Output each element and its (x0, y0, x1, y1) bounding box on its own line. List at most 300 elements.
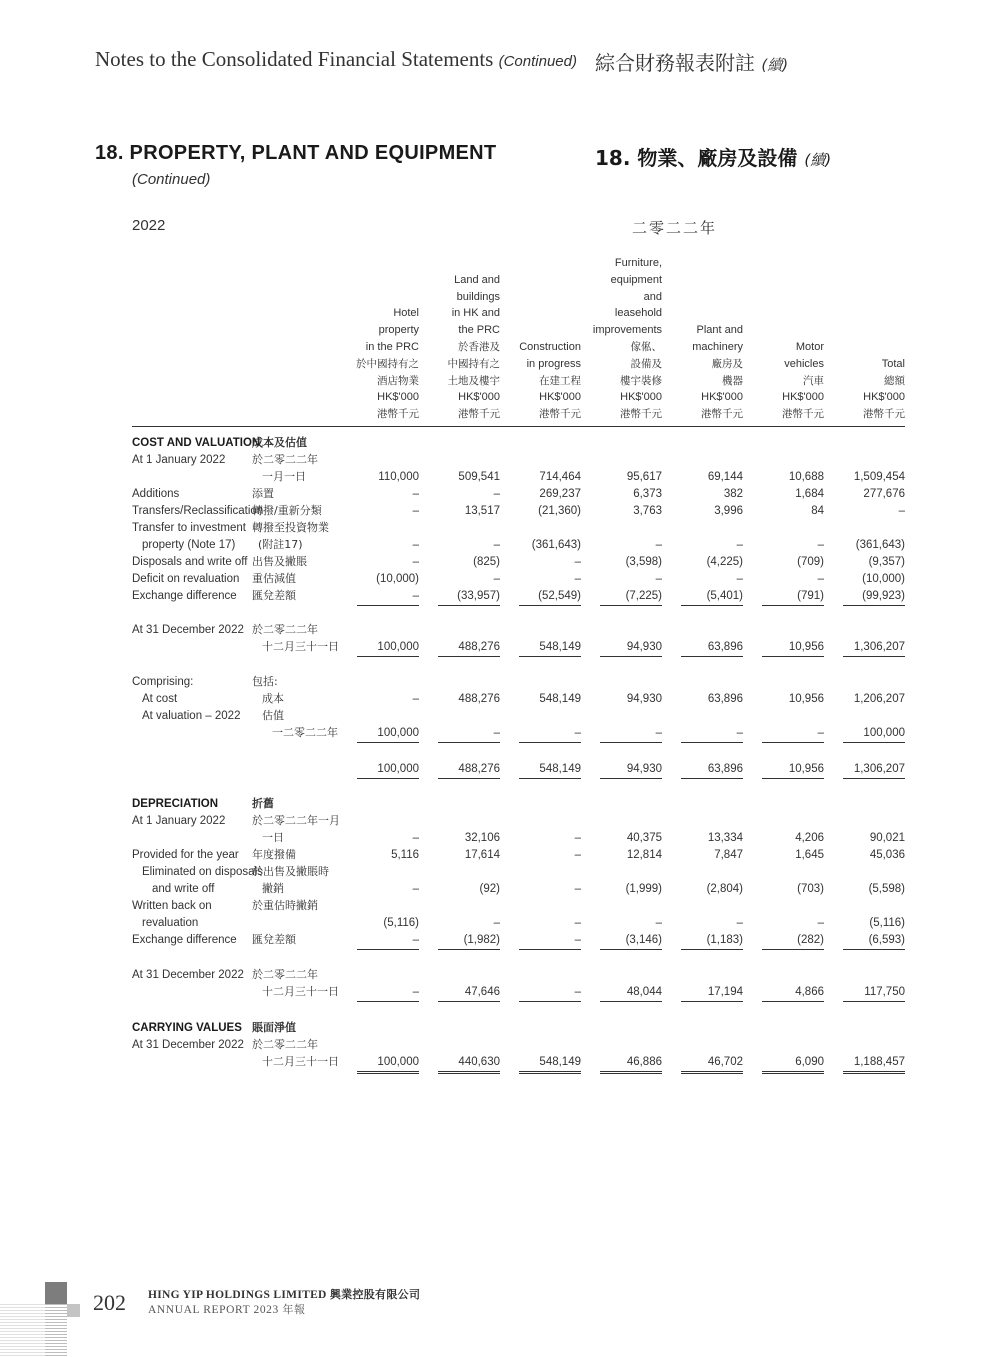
written-back-on-revaluation-value: – (574, 916, 581, 929)
depreciation-at-31-december-2022-value: 4,866 (795, 985, 824, 998)
deficit-on-revaluation-value: (10,000) (862, 573, 905, 585)
depreciation-at-1-january-2022-value: 90,021 (869, 831, 905, 844)
column-header (734, 258, 824, 423)
transfers-reclassification-value: 3,763 (633, 505, 662, 517)
column-header-unit: HK$'000 (863, 391, 905, 404)
transfer-to-investment-property-value: (361,643) (531, 538, 581, 551)
subtotal-rule (519, 742, 581, 743)
at-valuation-2022-value: – (817, 726, 824, 739)
deficit-on-revaluation-value: – (817, 573, 824, 585)
provided-for-the-year-value: 12,814 (626, 849, 662, 861)
depreciation-exchange-difference-value: (3,146) (625, 934, 662, 946)
transfers-reclassification-value: 84 (811, 505, 824, 517)
column-header-unit: HK$'000 (620, 391, 662, 404)
comprising-total-value: 100,000 (377, 763, 419, 775)
eliminated-on-disposals-label-zh: 於出售及撇賬時 (252, 865, 329, 878)
cost-at-31-december-2022-label: At 31 December 2022 (132, 624, 244, 636)
column-header-unit: 港幣千元 (782, 408, 824, 421)
report-name-zh: 年報 (282, 1303, 306, 1316)
column-header-zh-line: 樓宇裝修 (620, 374, 662, 387)
total-double-rule (843, 1071, 905, 1074)
total-rule (600, 656, 662, 657)
subtotal-rule (762, 605, 824, 606)
disposals-and-write-off-value: (709) (797, 556, 824, 568)
total-double-rule (681, 1071, 743, 1074)
column-header (653, 258, 743, 423)
depreciation-at-31-december-2022-value: – (574, 985, 581, 998)
depreciation-at-31-december-2022-label: At 31 December 2022 (132, 969, 244, 981)
provided-for-the-year-value: 5,116 (391, 849, 419, 861)
carrying-at-31-december-2022-value: 6,090 (795, 1055, 824, 1068)
column-header-zh-line: 設備及 (630, 357, 662, 370)
column-header-unit: HK$'000 (458, 391, 500, 404)
column-header-en-line: in the PRC (365, 341, 419, 354)
depreciation-heading-label: DEPRECIATION (132, 798, 219, 810)
carrying-values-heading-label-zh: 賬面淨值 (252, 1021, 296, 1034)
column-header-zh-line: 總額 (884, 374, 905, 387)
written-back-on-revaluation-value: – (493, 916, 500, 929)
depreciation-at-1-january-2022-label: At 1 January 2022 (132, 815, 226, 827)
column-header-en-line: Plant and (696, 324, 743, 337)
disposals-and-write-off-label-zh: 出售及撇賬 (252, 555, 307, 568)
column-header (815, 258, 905, 423)
depreciation-exchange-difference-value: (282) (797, 934, 824, 946)
at-valuation-2022-label-zh: 估值 (262, 709, 284, 722)
depreciation-at-31-december-2022-label-zh: 於二零二二年 (252, 968, 318, 981)
depreciation-at-1-january-2022-value: 4,206 (795, 831, 824, 844)
additions-value: 277,676 (863, 488, 905, 500)
column-header-en-line: improvements (592, 324, 662, 337)
section-continued: (Continued) (132, 171, 211, 188)
running-header-title-zh: 綜合財務報表附註 (595, 51, 755, 75)
column-header-en-line: Construction (519, 341, 581, 354)
depreciation-at-1-january-2022-value: 13,334 (707, 831, 743, 844)
subtotal-rule (357, 949, 419, 950)
total-rule (519, 1001, 581, 1002)
transfer-to-investment-property-value: – (493, 538, 500, 551)
at-cost-value: 548,149 (539, 693, 581, 705)
carrying-at-31-december-2022-value: 100,000 (377, 1055, 419, 1068)
total-double-rule (357, 1071, 419, 1074)
comprising-total-value: 1,306,207 (853, 763, 905, 775)
total-rule (762, 778, 824, 779)
eliminated-on-disposals-value: – (412, 882, 419, 895)
column-header-en-line: Total (881, 357, 905, 370)
footer-decoration-square-dark (45, 1282, 67, 1304)
transfers-reclassification-value: – (412, 505, 419, 517)
column-header-zh-line: 於香港及 (458, 341, 500, 354)
disposals-and-write-off-value: (825) (473, 556, 500, 568)
depreciation-exchange-difference-value: – (574, 934, 581, 946)
at-valuation-2022-value: 100,000 (377, 726, 419, 739)
total-rule (519, 778, 581, 779)
cost-exchange-difference-value: (33,957) (457, 590, 500, 602)
section-title-zh (595, 142, 831, 171)
at-cost-label-zh: 成本 (262, 692, 284, 705)
cost-at-31-december-2022-value: 100,000 (377, 640, 419, 653)
deficit-on-revaluation-value: – (655, 573, 662, 585)
at-valuation-2022-value: – (574, 726, 581, 739)
written-back-on-revaluation-value: – (817, 916, 824, 929)
transfer-to-investment-property-label-zh: 轉撥至投資物業 (252, 521, 329, 534)
provided-for-the-year-value: – (574, 849, 581, 861)
comprising-total-value: 63,896 (707, 763, 743, 775)
depreciation-exchange-difference-value: (6,593) (868, 934, 905, 946)
column-header-en-line: and (643, 290, 662, 303)
provided-for-the-year-value: 7,847 (714, 849, 743, 861)
column-header-en-line: Furniture, (614, 257, 662, 270)
eliminated-on-disposals-label: and write off (152, 882, 215, 895)
at-valuation-2022-label: At valuation – 2022 (142, 710, 241, 722)
column-header-en-line: equipment (610, 273, 662, 286)
depreciation-at-1-january-2022-value: 40,375 (626, 831, 662, 844)
subtotal-rule (438, 742, 500, 743)
cost-at-1-january-2022-value: 714,464 (539, 470, 581, 483)
total-rule (762, 1001, 824, 1002)
depreciation-at-1-january-2022-value: 32,106 (464, 831, 500, 844)
cost-at-31-december-2022-value: 63,896 (707, 640, 743, 653)
additions-value: 382 (723, 488, 743, 500)
transfer-to-investment-property-value: – (736, 538, 743, 551)
column-header-zh-line: 酒店物業 (377, 374, 419, 387)
comprising-total-value: 548,149 (539, 763, 581, 775)
written-back-on-revaluation-value: (5,116) (383, 916, 419, 929)
cost-at-1-january-2022-value: 1,509,454 (853, 470, 905, 483)
depreciation-at-1-january-2022-value: – (412, 831, 419, 844)
depreciation-exchange-difference-value: (1,982) (463, 934, 500, 946)
column-header-en-line: property (378, 324, 419, 337)
cost-at-1-january-2022-value: 69,144 (707, 470, 743, 483)
column-header-unit: 港幣千元 (539, 408, 581, 421)
total-rule (438, 778, 500, 779)
report-name-en: ANNUAL REPORT 2023 (148, 1304, 279, 1316)
comprising-heading-label: Comprising: (132, 676, 194, 688)
subtotal-rule (843, 742, 905, 743)
total-rule (519, 656, 581, 657)
at-cost-value: 94,930 (626, 693, 662, 705)
running-header-zh (595, 47, 788, 76)
at-valuation-2022-label-zh: 一二零二二年 (272, 725, 338, 739)
column-header-en-line: the PRC (458, 324, 500, 337)
footer-decoration-square-light (67, 1304, 80, 1317)
cost-at-1-january-2022-value: 10,688 (788, 470, 824, 483)
column-header-zh-line: 土地及樓宇 (447, 374, 500, 387)
total-rule (600, 778, 662, 779)
transfer-to-investment-property-label: property (Note 17) (142, 538, 236, 551)
running-header-continued: (Continued) (498, 53, 577, 70)
total-rule (681, 656, 743, 657)
column-header-unit: HK$'000 (701, 391, 743, 404)
comprising-total-value: 10,956 (788, 763, 824, 775)
deficit-on-revaluation-value: (10,000) (376, 573, 419, 585)
column-header-en-line: Land and (454, 273, 500, 286)
page-number: 202 (93, 1290, 126, 1315)
column-header-zh-line: 傢俬、 (630, 341, 662, 354)
cost-exchange-difference-label-zh: 匯兌差額 (252, 589, 296, 602)
running-header-continued-zh: (續) (761, 56, 789, 74)
subtotal-rule (600, 742, 662, 743)
written-back-on-revaluation-label: revaluation (142, 916, 199, 929)
written-back-on-revaluation-label: Written back on (132, 900, 212, 912)
transfers-reclassification-label-zh: 轉撥/重新分類 (252, 504, 322, 517)
year-label-zh: 二零二二年 (632, 219, 718, 237)
depreciation-exchange-difference-value: (1,183) (706, 934, 743, 946)
cost-exchange-difference-value: (791) (797, 590, 824, 602)
comprising-heading-label-zh: 包括: (252, 675, 278, 688)
cost-at-1-january-2022-value: 509,541 (458, 470, 500, 483)
transfers-reclassification-value: (21,360) (538, 505, 581, 517)
depreciation-at-1-january-2022-value: – (574, 831, 581, 844)
cost-at-31-december-2022-value: 1,306,207 (853, 640, 905, 653)
total-rule (438, 656, 500, 657)
eliminated-on-disposals-value: (5,598) (868, 882, 905, 895)
disposals-and-write-off-label: Disposals and write off (132, 556, 248, 568)
company-name-en: HING YIP HOLDINGS LIMITED (148, 1289, 327, 1301)
subtotal-rule (843, 949, 905, 950)
carrying-at-31-december-2022-value: 46,702 (707, 1055, 743, 1068)
carrying-at-31-december-2022-value: 548,149 (539, 1055, 581, 1068)
header-rule (132, 426, 905, 427)
subtotal-rule (762, 742, 824, 743)
column-header-unit: 港幣千元 (701, 408, 743, 421)
company-name (148, 1286, 420, 1302)
subtotal-rule (519, 949, 581, 950)
total-rule (357, 778, 419, 779)
carrying-at-31-december-2022-label-zh: 於二零二二年 (252, 1038, 318, 1051)
cost-exchange-difference-label: Exchange difference (132, 590, 237, 602)
eliminated-on-disposals-value: (2,804) (706, 882, 743, 895)
eliminated-on-disposals-value: (703) (797, 882, 824, 895)
cost-exchange-difference-value: (7,225) (625, 590, 662, 602)
depreciation-at-31-december-2022-value: 48,044 (626, 985, 662, 998)
provided-for-the-year-label-zh: 年度撥備 (252, 848, 296, 861)
subtotal-rule (438, 605, 500, 606)
cost-at-31-december-2022-value: 10,956 (788, 640, 824, 653)
disposals-and-write-off-value: (4,225) (706, 556, 743, 568)
total-rule (681, 1001, 743, 1002)
total-rule (843, 1001, 905, 1002)
column-header-unit: 港幣千元 (377, 408, 419, 421)
depreciation-at-1-january-2022-label-zh: 一日 (262, 830, 284, 844)
total-double-rule (600, 1071, 662, 1074)
transfers-reclassification-value: 3,996 (714, 505, 743, 517)
additions-value: 6,373 (633, 488, 662, 500)
cost-at-1-january-2022-value: 95,617 (626, 470, 662, 483)
additions-label-zh: 添置 (252, 487, 274, 500)
written-back-on-revaluation-value: (5,116) (869, 916, 905, 929)
written-back-on-revaluation-value: – (655, 916, 662, 929)
subtotal-rule (357, 605, 419, 606)
at-cost-value: 488,276 (458, 693, 500, 705)
at-cost-value: 10,956 (788, 693, 824, 705)
deficit-on-revaluation-value: – (493, 573, 500, 585)
at-cost-label: At cost (142, 693, 178, 705)
transfer-to-investment-property-value: (361,643) (855, 538, 905, 551)
total-double-rule (438, 1071, 500, 1074)
running-header-title: Notes to the Consolidated Financial Statements (95, 47, 494, 71)
transfer-to-investment-property-value: – (655, 538, 662, 551)
report-name (148, 1301, 306, 1317)
depreciation-at-31-december-2022-value: 117,750 (864, 985, 905, 998)
total-rule (600, 1001, 662, 1002)
at-valuation-2022-value: – (736, 726, 743, 739)
total-double-rule (762, 1071, 824, 1074)
column-header-en-line: buildings (456, 290, 500, 303)
column-header-unit: HK$'000 (539, 391, 581, 404)
column-header-en-line: vehicles (784, 357, 824, 370)
carrying-at-31-december-2022-value: 46,886 (626, 1055, 662, 1068)
subtotal-rule (681, 605, 743, 606)
cost-exchange-difference-value: (5,401) (706, 590, 743, 602)
company-name-zh: 興業控股有限公司 (329, 1288, 421, 1301)
depreciation-at-31-december-2022-value: – (412, 985, 419, 998)
deficit-on-revaluation-value: – (736, 573, 743, 585)
cost-at-1-january-2022-value: 110,000 (378, 470, 419, 483)
eliminated-on-disposals-label: Eliminated on disposals (142, 866, 263, 878)
at-valuation-2022-value: 100,000 (863, 726, 905, 739)
running-header-en (95, 47, 577, 72)
subtotal-rule (762, 949, 824, 950)
section-title-zh-text: 18. 物業、廠房及設備 (595, 146, 798, 170)
eliminated-on-disposals-value: (92) (479, 882, 500, 895)
subtotal-rule (357, 742, 419, 743)
column-header-zh-line: 廠房及 (711, 357, 743, 370)
transfer-to-investment-property-label: Transfer to investment (132, 522, 246, 534)
eliminated-on-disposals-value: – (574, 882, 581, 895)
depreciation-heading-label-zh: 折舊 (252, 797, 274, 810)
carrying-at-31-december-2022-label: At 31 December 2022 (132, 1039, 244, 1051)
disposals-and-write-off-value: (3,598) (625, 556, 662, 568)
depreciation-exchange-difference-value: – (412, 934, 419, 946)
column-header-en-line: machinery (692, 341, 743, 354)
additions-label: Additions (132, 488, 180, 500)
column-header (329, 258, 419, 423)
cost-exchange-difference-value: – (412, 590, 419, 602)
eliminated-on-disposals-label-zh: 撇銷 (262, 881, 284, 895)
eliminated-on-disposals-value: (1,999) (625, 882, 662, 895)
at-cost-value: 63,896 (707, 693, 743, 705)
additions-value: 1,684 (795, 488, 824, 500)
column-header-zh-line: 中國持有之 (447, 357, 500, 370)
subtotal-rule (681, 742, 743, 743)
comprising-total-value: 94,930 (626, 763, 662, 775)
provided-for-the-year-value: 1,645 (795, 849, 824, 861)
carrying-at-31-december-2022-value: 440,630 (458, 1055, 500, 1068)
disposals-and-write-off-value: – (412, 556, 419, 568)
subtotal-rule (519, 605, 581, 606)
total-rule (762, 656, 824, 657)
written-back-on-revaluation-value: – (736, 916, 743, 929)
cost-at-1-january-2022-label-zh: 於二零二二年 (252, 453, 318, 466)
cost-at-1-january-2022-label-zh: 一月一日 (262, 469, 306, 483)
total-rule (681, 778, 743, 779)
total-rule (438, 1001, 500, 1002)
cost-at-31-december-2022-value: 548,149 (539, 640, 581, 653)
transfer-to-investment-property-value: – (412, 538, 419, 551)
section-title: 18. PROPERTY, PLANT AND EQUIPMENT (95, 142, 497, 164)
column-header-zh-line: 在建工程 (539, 374, 581, 387)
at-cost-value: – (412, 693, 419, 705)
depreciation-at-31-december-2022-value: 47,646 (464, 985, 500, 998)
at-cost-value: 1,206,207 (853, 693, 905, 705)
cost-at-1-january-2022-label: At 1 January 2022 (132, 454, 226, 466)
provided-for-the-year-label: Provided for the year (132, 849, 239, 861)
transfers-reclassification-value: 13,517 (464, 505, 500, 517)
column-header-unit: HK$'000 (782, 391, 824, 404)
total-rule (357, 1001, 419, 1002)
written-back-on-revaluation-label-zh: 於重估時撇銷 (252, 899, 318, 912)
depreciation-at-1-january-2022-label-zh: 於二零二二年一月 (252, 814, 340, 827)
at-valuation-2022-value: – (493, 726, 500, 739)
cost-at-31-december-2022-label-zh: 於二零二二年 (252, 623, 318, 636)
column-header (410, 258, 500, 423)
subtotal-rule (681, 949, 743, 950)
column-header-en-line: Hotel (393, 307, 419, 320)
cost-exchange-difference-value: (52,549) (538, 590, 581, 602)
cost-and-valuation-heading-label-zh: 成本及估值 (252, 436, 307, 449)
footer-decoration-stripes (45, 1304, 67, 1357)
disposals-and-write-off-value: – (574, 556, 581, 568)
disposals-and-write-off-value: (9,357) (868, 556, 905, 568)
transfers-reclassification-value: – (898, 505, 905, 517)
column-header-en-line: in HK and (451, 307, 500, 320)
additions-value: – (493, 488, 500, 500)
carrying-at-31-december-2022-value: 1,188,457 (853, 1055, 905, 1068)
transfers-reclassification-label: Transfers/Reclassification (132, 505, 264, 517)
cost-at-31-december-2022-label-zh: 十二月三十一日 (262, 639, 339, 653)
transfer-to-investment-property-value: – (817, 538, 824, 551)
deficit-on-revaluation-label: Deficit on revaluation (132, 573, 240, 585)
column-header-en-line: Motor (795, 341, 824, 354)
cost-exchange-difference-value: (99,923) (862, 590, 905, 602)
cost-at-31-december-2022-value: 94,930 (626, 640, 662, 653)
carrying-values-heading-label: CARRYING VALUES (132, 1022, 242, 1034)
column-header (491, 258, 581, 423)
column-header-en-line: leasehold (614, 307, 662, 320)
provided-for-the-year-value: 17,614 (464, 849, 500, 861)
depreciation-at-31-december-2022-value: 17,194 (707, 985, 743, 998)
column-header-zh-line: 機器 (722, 374, 743, 387)
depreciation-at-31-december-2022-label-zh: 十二月三十一日 (262, 984, 339, 998)
depreciation-exchange-difference-label-zh: 匯兌差額 (252, 933, 296, 946)
column-header-unit: 港幣千元 (620, 408, 662, 421)
total-double-rule (519, 1071, 581, 1074)
total-rule (843, 656, 905, 657)
cost-and-valuation-heading-label: COST AND VALUATION (132, 437, 261, 449)
additions-value: 269,237 (539, 488, 581, 500)
comprising-total-value: 488,276 (458, 763, 500, 775)
deficit-on-revaluation-label-zh: 重估減值 (252, 572, 296, 585)
transfer-to-investment-property-label-zh: (附註17) (258, 537, 303, 551)
column-header-unit: HK$'000 (377, 391, 419, 404)
year-label: 2022 (132, 217, 166, 234)
cost-at-31-december-2022-value: 488,276 (458, 640, 500, 653)
column-header-unit: 港幣千元 (458, 408, 500, 421)
subtotal-rule (843, 605, 905, 606)
total-rule (357, 656, 419, 657)
subtotal-rule (438, 949, 500, 950)
column-header (572, 258, 662, 423)
depreciation-exchange-difference-label: Exchange difference (132, 934, 237, 946)
column-header-en-line: in progress (526, 357, 581, 370)
column-header-unit: 港幣千元 (863, 408, 905, 421)
at-valuation-2022-value: – (655, 726, 662, 739)
subtotal-rule (600, 949, 662, 950)
total-rule (843, 778, 905, 779)
provided-for-the-year-value: 45,036 (869, 849, 905, 861)
carrying-at-31-december-2022-label-zh: 十二月三十一日 (262, 1054, 339, 1068)
column-header-zh-line: 於中國持有之 (356, 357, 419, 370)
